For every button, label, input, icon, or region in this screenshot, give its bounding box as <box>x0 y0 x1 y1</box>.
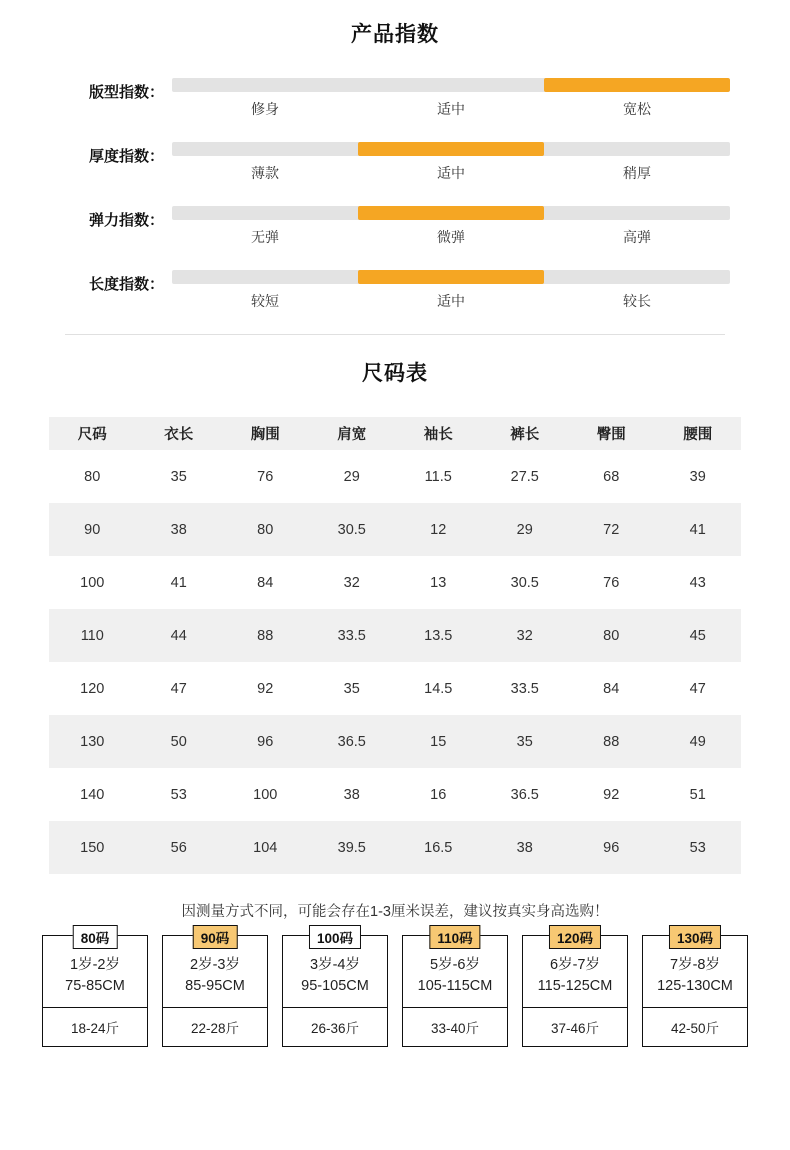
age-card <box>642 931 748 1047</box>
index-tick-label: 适中 <box>437 293 465 309</box>
table-cell: 76 <box>568 556 655 609</box>
table-cell: 15 <box>395 715 482 768</box>
size-chart-section <box>0 335 790 1047</box>
index-tick-label: 修身 <box>251 101 279 117</box>
index-bar-wrap <box>172 270 730 311</box>
size-badge: 80码 <box>73 925 118 949</box>
table-cell: 80 <box>49 450 136 503</box>
table-cell: 53 <box>136 768 223 821</box>
weight-range: 37-46斤 <box>550 1021 600 1037</box>
weight-range: 18-24斤 <box>70 1021 120 1037</box>
index-bar-wrap <box>172 78 730 119</box>
table-cell: 80 <box>568 609 655 662</box>
age-card <box>162 931 268 1047</box>
table-row <box>49 450 741 503</box>
table-cell: 130 <box>49 715 136 768</box>
column-header: 衣长 <box>136 417 223 450</box>
age-range: 2岁-3岁 <box>190 957 240 973</box>
weight-range: 26-36斤 <box>310 1021 360 1037</box>
table-cell: 80 <box>222 503 309 556</box>
index-tick-label: 微弹 <box>437 229 465 245</box>
column-header: 臀围 <box>568 417 655 450</box>
table-cell: 50 <box>136 715 223 768</box>
table-cell: 100 <box>49 556 136 609</box>
weight-range: 22-28斤 <box>190 1021 240 1037</box>
index-tick-label: 高弹 <box>623 229 651 245</box>
table-cell: 49 <box>655 715 742 768</box>
index-tick-label: 稍厚 <box>623 165 651 181</box>
index-ticks <box>172 291 730 311</box>
table-cell: 110 <box>49 609 136 662</box>
table-cell: 30.5 <box>309 503 396 556</box>
table-cell: 104 <box>222 821 309 874</box>
table-cell: 29 <box>309 450 396 503</box>
age-card <box>282 931 388 1047</box>
table-cell: 43 <box>655 556 742 609</box>
table-cell: 88 <box>222 609 309 662</box>
column-header: 胸围 <box>222 417 309 450</box>
table-cell: 47 <box>655 662 742 715</box>
index-bar-track <box>172 206 730 220</box>
table-cell: 41 <box>136 556 223 609</box>
size-badge: 110码 <box>429 925 480 949</box>
height-range: 95-105CM <box>301 978 369 995</box>
product-index-section <box>0 0 790 335</box>
table-row <box>49 821 741 874</box>
index-row-thickness <box>60 142 730 183</box>
table-cell: 76 <box>222 450 309 503</box>
table-cell: 72 <box>568 503 655 556</box>
table-cell: 36.5 <box>482 768 569 821</box>
height-range: 115-125CM <box>537 978 613 995</box>
index-bar-wrap <box>172 206 730 247</box>
table-cell: 35 <box>309 662 396 715</box>
size-badge: 130码 <box>669 925 721 949</box>
table-cell: 38 <box>309 768 396 821</box>
product-index-rows <box>0 78 790 311</box>
table-cell: 32 <box>309 556 396 609</box>
table-cell: 41 <box>655 503 742 556</box>
table-cell: 90 <box>49 503 136 556</box>
table-cell: 11.5 <box>395 450 482 503</box>
column-header: 腰围 <box>655 417 742 450</box>
index-tick-label: 薄款 <box>251 165 279 181</box>
index-ticks <box>172 227 730 247</box>
table-cell: 27.5 <box>482 450 569 503</box>
age-card <box>402 931 508 1047</box>
index-tick-label: 较长 <box>623 293 651 309</box>
table-cell: 39.5 <box>309 821 396 874</box>
age-range: 6岁-7岁 <box>550 957 600 973</box>
table-cell: 51 <box>655 768 742 821</box>
index-ticks <box>172 99 730 119</box>
table-cell: 13.5 <box>395 609 482 662</box>
age-size-cards <box>42 931 748 1047</box>
table-cell: 140 <box>49 768 136 821</box>
table-row <box>49 715 741 768</box>
table-cell: 92 <box>222 662 309 715</box>
age-card <box>42 931 148 1047</box>
table-cell: 84 <box>568 662 655 715</box>
weight-range: 33-40斤 <box>430 1021 480 1037</box>
size-badge: 100码 <box>309 925 361 949</box>
measurement-note: 因测量方式不同，可能会存在1-3厘米误差，建议按真实身高选购！ <box>181 904 609 920</box>
table-cell: 16 <box>395 768 482 821</box>
table-cell: 53 <box>655 821 742 874</box>
table-cell: 38 <box>482 821 569 874</box>
table-cell: 56 <box>136 821 223 874</box>
table-cell: 35 <box>482 715 569 768</box>
size-table-head <box>49 417 741 450</box>
age-card <box>522 931 628 1047</box>
table-cell: 150 <box>49 821 136 874</box>
table-cell: 33.5 <box>482 662 569 715</box>
table-cell: 120 <box>49 662 136 715</box>
index-tick-label: 适中 <box>437 101 465 117</box>
height-range: 125-130CM <box>657 978 733 995</box>
table-cell: 32 <box>482 609 569 662</box>
table-row <box>49 503 741 556</box>
index-bar-fill <box>358 142 544 156</box>
table-row <box>49 609 741 662</box>
index-bar-track <box>172 78 730 92</box>
index-label: 厚度指数： <box>88 148 164 165</box>
table-cell: 12 <box>395 503 482 556</box>
size-badge: 120码 <box>549 925 601 949</box>
table-cell: 33.5 <box>309 609 396 662</box>
table-row <box>49 662 741 715</box>
index-row-elasticity <box>60 206 730 247</box>
index-tick-label: 宽松 <box>623 101 651 117</box>
height-range: 75-85CM <box>65 978 125 995</box>
column-header: 袖长 <box>395 417 482 450</box>
table-cell: 100 <box>222 768 309 821</box>
index-label: 长度指数： <box>88 276 164 293</box>
index-bar-track <box>172 142 730 156</box>
index-row-length <box>60 270 730 311</box>
table-cell: 44 <box>136 609 223 662</box>
index-bar-fill <box>358 270 544 284</box>
column-header: 尺码 <box>49 417 136 450</box>
table-cell: 30.5 <box>482 556 569 609</box>
age-range: 3岁-4岁 <box>310 957 360 973</box>
index-tick-label: 较短 <box>251 293 279 309</box>
table-cell: 96 <box>568 821 655 874</box>
table-cell: 29 <box>482 503 569 556</box>
table-cell: 88 <box>568 715 655 768</box>
age-range: 5岁-6岁 <box>430 957 480 973</box>
index-tick-label: 适中 <box>437 165 465 181</box>
height-range: 105-115CM <box>417 978 493 995</box>
column-header: 肩宽 <box>309 417 396 450</box>
index-bar-wrap <box>172 142 730 183</box>
column-header: 裤长 <box>482 417 569 450</box>
table-cell: 16.5 <box>395 821 482 874</box>
index-ticks <box>172 163 730 183</box>
table-cell: 96 <box>222 715 309 768</box>
table-cell: 13 <box>395 556 482 609</box>
table-cell: 38 <box>136 503 223 556</box>
table-cell: 47 <box>136 662 223 715</box>
table-row <box>49 556 741 609</box>
table-cell: 45 <box>655 609 742 662</box>
age-range: 7岁-8岁 <box>670 957 720 973</box>
index-bar-track <box>172 270 730 284</box>
index-row-fit <box>60 78 730 119</box>
age-range: 1岁-2岁 <box>70 957 120 973</box>
table-header-row <box>49 417 741 450</box>
weight-range: 42-50斤 <box>670 1021 720 1037</box>
size-table-body <box>49 450 741 874</box>
table-row <box>49 768 741 821</box>
index-label: 版型指数： <box>88 84 164 101</box>
table-cell: 84 <box>222 556 309 609</box>
index-bar-fill <box>544 78 730 92</box>
index-tick-label: 无弹 <box>251 229 279 245</box>
index-label: 弹力指数： <box>88 212 164 229</box>
size-chart-title: 尺码表 <box>362 362 428 385</box>
index-bar-fill <box>358 206 544 220</box>
height-range: 85-95CM <box>185 978 245 995</box>
table-cell: 39 <box>655 450 742 503</box>
product-index-title: 产品指数 <box>351 23 439 46</box>
table-cell: 14.5 <box>395 662 482 715</box>
table-cell: 36.5 <box>309 715 396 768</box>
table-cell: 92 <box>568 768 655 821</box>
size-badge: 90码 <box>193 925 238 949</box>
table-cell: 35 <box>136 450 223 503</box>
size-table <box>49 417 741 874</box>
table-cell: 68 <box>568 450 655 503</box>
